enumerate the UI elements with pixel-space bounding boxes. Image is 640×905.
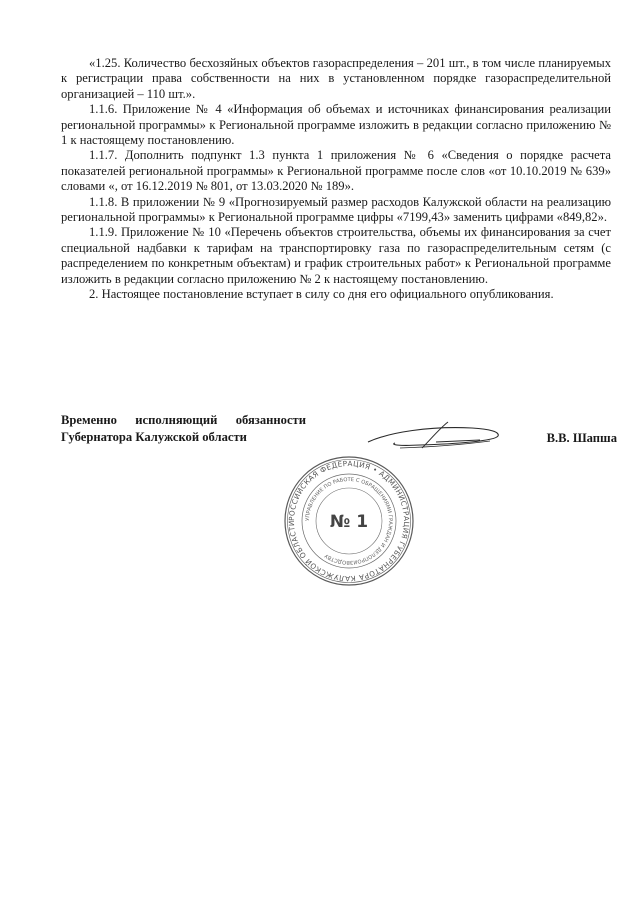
seal-number: № 1: [329, 512, 369, 532]
paragraph-1-1-8: 1.1.8. В приложении № 9 «Прогнозируемый размер расходов Калужской области на реализацию региональной программы» к Региональной программе цифры «7199,43» заменить цифрами «849,82».: [61, 194, 611, 225]
seal-outer-text: РОССИЙСКАЯ ФЕДЕРАЦИЯ • АДМИНИСТРАЦИЯ ГУБЕРНАТОРА КАЛУЖСКОЙ ОБЛАСТИ: [286, 458, 412, 584]
paragraph-1-1-7: 1.1.7. Дополнить подпункт 1.3 пункта 1 приложения № 6 «Сведения о порядке расчета показателей региональной программы» к Региональной программе после слов «от 10.10.2019 № 639» словами «, от 16.12.2019 № 801, от 13.03.2020 № 189».: [61, 148, 611, 194]
paragraph-1-25: «1.25. Количество бесхозяйных объектов газораспределения – 201 шт., в том числе планируемых к регистрации права собственности на них в установленном порядке газораспределительной организацией – 110 шт.».: [61, 56, 611, 101]
signatory-title-line1: Временно исполняющий обязанности: [61, 413, 306, 427]
handwritten-signature: [360, 418, 510, 458]
paragraph-1-1-6: 1.1.6. Приложение № 4 «Информация об объемах и источниках финансирования реализации региональной программы» к Региональной программе изложить в редакции согласно приложению № 1 к настоящему постановлению.: [61, 102, 611, 148]
official-seal: [283, 455, 415, 587]
signatory-title-line2: Губернатора Калужской области: [61, 430, 247, 444]
paragraph-1-1-9: 1.1.9. Приложение № 10 «Перечень объектов строительства, объемы их финансирования за счет специальной надбавки к тарифам на транспортировку газа по газораспределительным сетям (с распределением по конкретным объектам) и график строительных работ» к Региональной программе изложить в редакции согласно приложению № 2 к настоящему постановлению.: [61, 225, 611, 286]
document-body: [61, 56, 611, 303]
signatory-title: [61, 412, 306, 446]
signatory-name: В.В. Шапша: [546, 431, 617, 445]
seal-inner-text: УПРАВЛЕНИЕ ПО РАБОТЕ С ОБРАЩЕНИЯМИ ГРАЖДАН И ДЕЛОПРОИЗВОДСТВУ: [304, 476, 394, 566]
paragraph-2: 2. Настоящее постановление вступает в силу со дня его официального опубликования.: [89, 287, 554, 302]
